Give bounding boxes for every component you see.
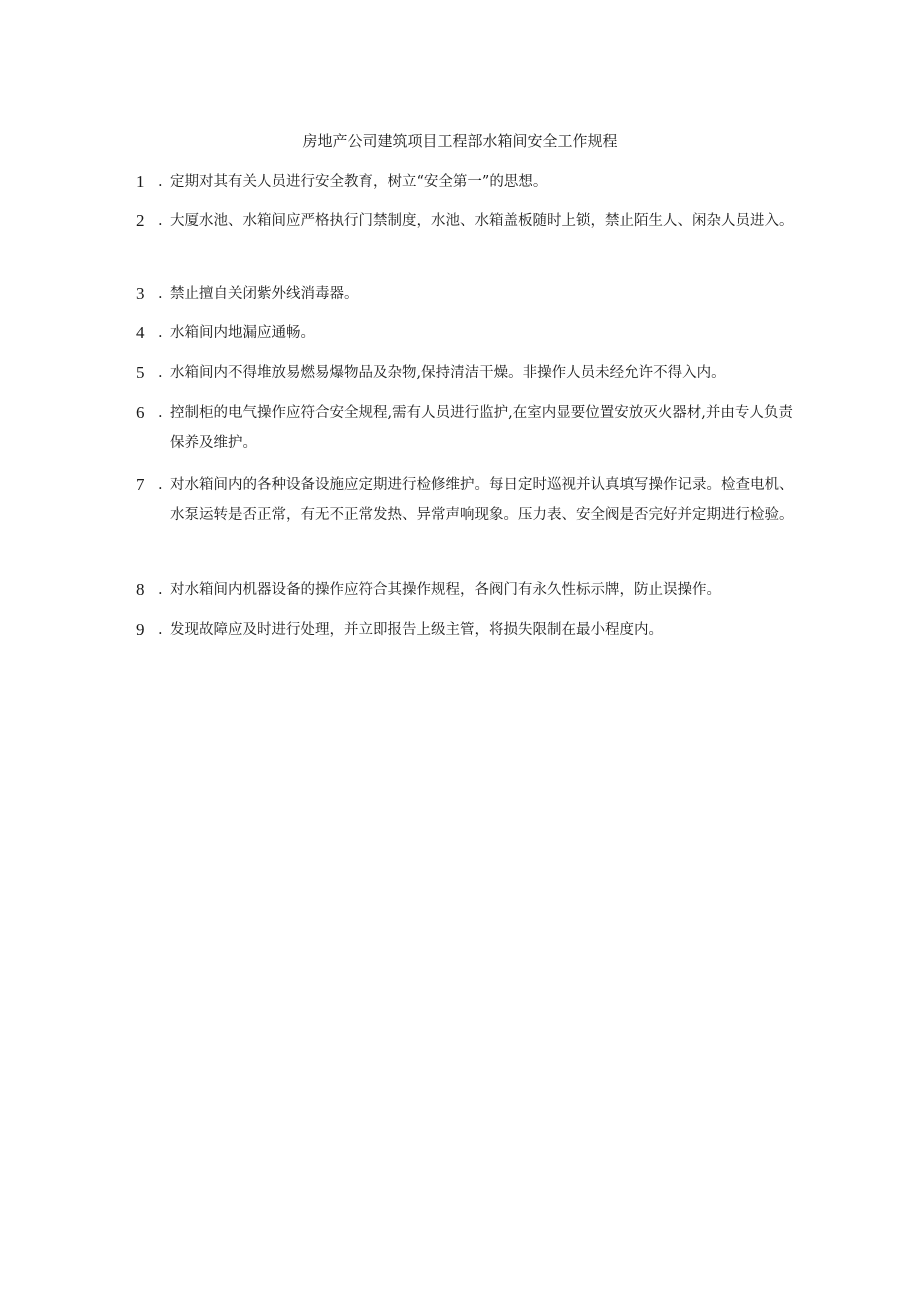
document-title: 房地产公司建筑项目工程部水箱间安全工作规程 — [302, 132, 618, 150]
list-item: 6 . 控制柜的电气操作应符合安全规程,需有人员进行监护,在室内显要位置安放灭火器材,并由专人负责保养及维护。 — [136, 398, 796, 458]
list-item: 7 . 对水箱间内的各种设备设施应定期进行检修维护。每日定时巡视并认真填写操作记录。检查电机、水泵运转是否正常，有无不正常发热、异常声响现象。压力表、安全阀是否完好并定期进行检验。 — [136, 470, 796, 530]
list-item: 8 . 对水箱间内机器设备的操作应符合其操作规程，各阀门有永久性标示牌，防止误操作。 — [136, 575, 796, 605]
list-item: 9 . 发现故障应及时进行处理，并立即报告上级主管，将损失限制在最小程度内。 — [136, 615, 796, 645]
list-item: 5 . 水箱间内不得堆放易燃易爆物品及杂物,保持清洁干燥。非操作人员未经允许不得入内。 — [136, 358, 796, 388]
item-text: 对水箱间内机器设备的操作应符合其操作规程，各阀门有永久性标示牌，防止误操作。 — [170, 582, 721, 598]
item-number: 1 — [136, 172, 145, 191]
item-text: 定期对其有关人员进行安全教育，树立“安全第一”的思想。 — [170, 174, 548, 190]
item-number: 2 — [136, 211, 145, 230]
item-text: 控制柜的电气操作应符合安全规程,需有人员进行监护,在室内显要位置安放灭火器材,并由专人负责保养及维护。 — [170, 405, 793, 451]
list-item: 3 . 禁止擅自关闭紫外线消毒器。 — [136, 279, 796, 309]
item-text: 对水箱间内的各种设备设施应定期进行检修维护。每日定时巡视并认真填写操作记录。检查电机、水泵运转是否正常，有无不正常发热、异常声响现象。压力表、安全阀是否完好并定期进行检验。 — [170, 477, 794, 523]
item-number: 8 — [136, 580, 145, 599]
item-number: 5 — [136, 363, 145, 382]
item-number: 7 — [136, 475, 145, 494]
item-number: 9 — [136, 620, 145, 639]
item-text: 发现故障应及时进行处理，并立即报告上级主管，将损失限制在最小程度内。 — [170, 622, 663, 638]
item-text: 禁止擅自关闭紫外线消毒器。 — [170, 286, 359, 302]
item-number: 3 — [136, 284, 145, 303]
item-text: 大厦水池、水箱间应严格执行门禁制度，水池、水箱盖板随时上锁，禁止陌生人、闲杂人员进入。 — [170, 213, 794, 229]
list-item: 4 . 水箱间内地漏应通畅。 — [136, 318, 796, 348]
item-number: 6 — [136, 403, 145, 422]
list-item: 1 . 定期对其有关人员进行安全教育，树立“安全第一”的思想。 — [136, 167, 796, 197]
item-text: 水箱间内不得堆放易燃易爆物品及杂物,保持清洁干燥。非操作人员未经允许不得入内。 — [170, 365, 726, 381]
item-number: 4 — [136, 323, 145, 342]
list-item: 2 . 大厦水池、水箱间应严格执行门禁制度，水池、水箱盖板随时上锁，禁止陌生人、闲杂人员进入。 — [136, 206, 796, 236]
item-text: 水箱间内地漏应通畅。 — [170, 325, 315, 341]
